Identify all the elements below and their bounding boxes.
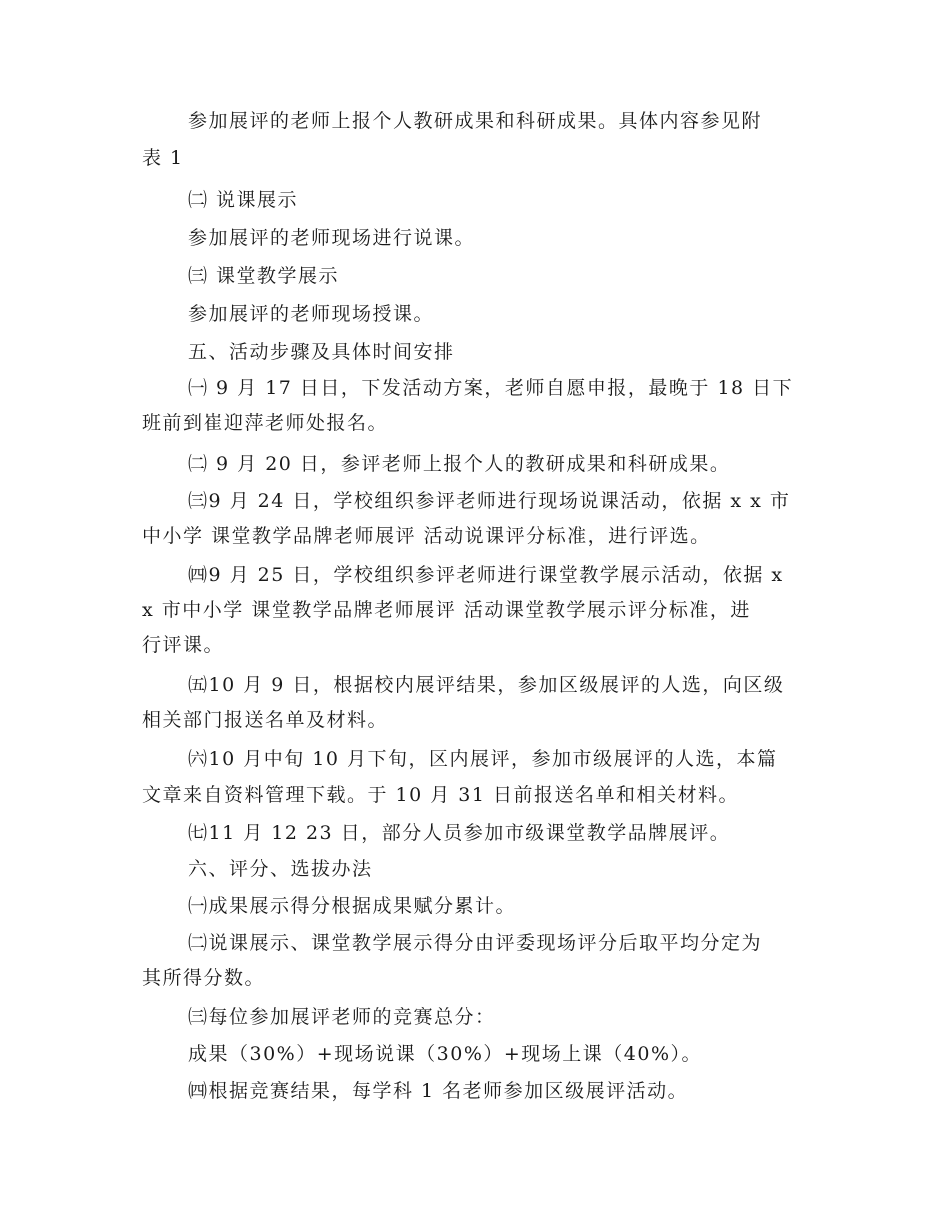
paragraph-line: 参加展评的老师现场进行说课。 [188,227,476,249]
paragraph-line: ㈣根据竞赛结果，每学科 1 名老师参加区级展评活动。 [188,1080,689,1102]
section-heading: 五、活动步骤及具体时间安排 [188,341,455,363]
paragraph-line: 参加展评的老师现场授课。 [188,303,435,325]
paragraph-line: 表 1 [142,147,184,169]
section-heading: ㈡ 说课展示 [188,189,299,211]
paragraph-line: 文章来自资料管理下载。于 10 月 31 日前报送名单和相关材料。 [142,784,740,806]
paragraph-line: ㈦11 月 12 23 日，部分人员参加市级课堂教学品牌展评。 [188,822,731,844]
paragraph-line: 行评课。 [142,634,225,656]
paragraph-line: 参加展评的老师上报个人教研成果和科研成果。具体内容参见附 [188,110,763,132]
paragraph-line: ㈡说课展示、课堂教学展示得分由评委现场评分后取平均分定为 [188,932,763,954]
paragraph-line: 相关部门报送名单及材料。 [142,709,389,731]
section-heading: ㈢ 课堂教学展示 [188,265,340,287]
paragraph-line: ㈢9 月 24 日，学校组织参评老师进行现场说课活动，依据 x x 市 [188,490,791,512]
paragraph-line: ㈡ 9 月 20 日，参评老师上报个人的教研成果和科研成果。 [188,453,731,475]
section-heading: 六、评分、选拔办法 [188,858,373,880]
paragraph-line: 中小学 课堂教学品牌老师展评 活动说课评分标准，进行评选。 [142,525,711,547]
paragraph-line: ㈢每位参加展评老师的竞赛总分： [188,1006,496,1028]
paragraph-line: ㈠ 9 月 17 日日，下发活动方案，老师自愿申报，最晚于 18 日下 [188,377,794,399]
paragraph-line: ㈥10 月中旬 10 月下旬，区内展评，参加市级展评的人选，本篇 [188,748,778,770]
paragraph-line: 其所得分数。 [142,967,266,989]
paragraph-line: x 市中小学 课堂教学品牌老师展评 活动课堂教学展示评分标准，进 [142,599,751,621]
paragraph-line: 班前到崔迎萍老师处报名。 [142,412,389,434]
paragraph-line: ㈣9 月 25 日，学校组织参评老师进行课堂教学展示活动，依据 x [188,564,784,586]
paragraph-line: ㈤10 月 9 日，根据校内展评结果，参加区级展评的人选，向区级 [188,674,785,696]
paragraph-line: 成果（30%）+现场说课（30%）+现场上课（40%）。 [188,1043,703,1065]
paragraph-line: ㈠成果展示得分根据成果赋分累计。 [188,895,517,917]
